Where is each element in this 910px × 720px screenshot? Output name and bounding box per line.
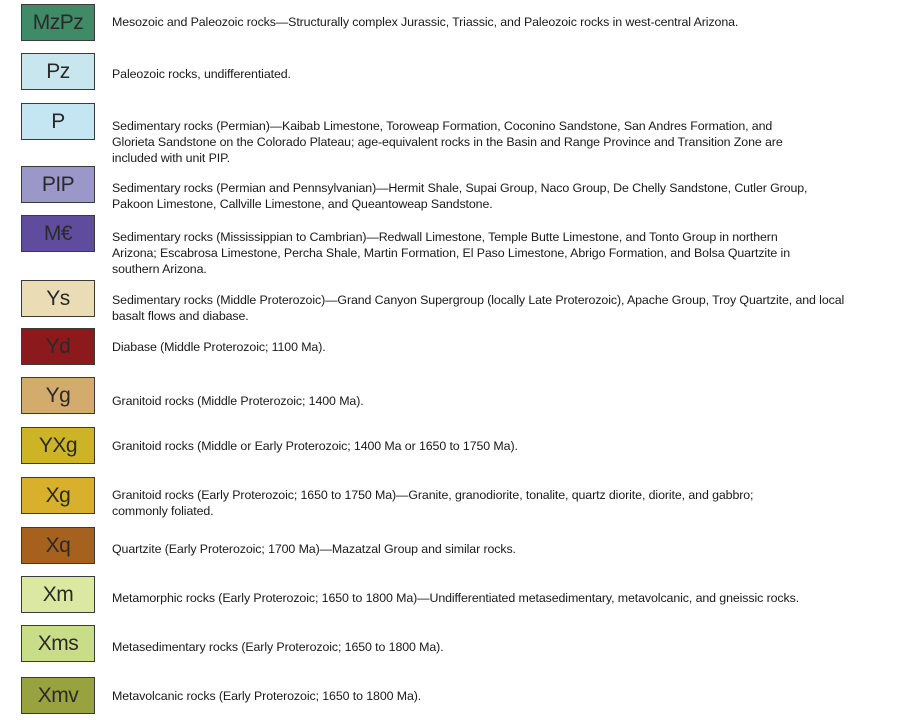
description-line: Sedimentary rocks (Permian and Pennsylvanian)—Hermit Shale, Supai Group, Naco Group, De Chelly Sandstone, Cutler Group, xyxy=(112,181,808,195)
description-line: Sedimentary rocks (Middle Proterozoic)—Grand Canyon Supergroup (locally Late Proterozoic), Apache Group, Troy Quartzite, and local xyxy=(112,293,845,307)
unit-swatch: Yg xyxy=(21,377,95,414)
unit-swatch: MzPz xyxy=(21,4,95,41)
unit-description xyxy=(112,590,799,606)
unit-description xyxy=(112,118,783,166)
unit-description xyxy=(112,688,421,704)
unit-swatch: PIP xyxy=(21,166,95,203)
description-line: Metavolcanic rocks (Early Proterozoic; 1650 to 1800 Ma). xyxy=(112,689,422,703)
unit-description xyxy=(112,229,790,277)
description-line: Glorieta Sandstone on the Colorado Plateau; age-equivalent rocks in the Basin and Range Province and Transition Zone are xyxy=(112,135,783,149)
unit-swatch: Xmv xyxy=(21,677,95,714)
description-line: Paleozoic rocks, undifferentiated. xyxy=(112,67,291,81)
description-line: Metamorphic rocks (Early Proterozoic; 1650 to 1800 Ma)—Undifferentiated metasedimentary, metavolcanic, and gneissic rocks. xyxy=(112,591,800,605)
description-line: Granitoid rocks (Early Proterozoic; 1650 to 1750 Ma)—Granite, granodiorite, tonalite, quartz diorite, diorite, and gabbro; xyxy=(112,488,754,502)
unit-swatch: Xq xyxy=(21,527,95,564)
description-line: southern Arizona. xyxy=(112,262,207,276)
description-line: Sedimentary rocks (Permian)—Kaibab Limestone, Toroweap Formation, Coconino Sandstone, San Andres Formation, and xyxy=(112,119,773,133)
description-line: Mesozoic and Paleozoic rocks—Structurally complex Jurassic, Triassic, and Paleozoic rocks in west-central Arizona. xyxy=(112,15,739,29)
unit-swatch: Xm xyxy=(21,576,95,613)
description-line: Pakoon Limestone, Callville Limestone, and Queantoweap Sandstone. xyxy=(112,197,493,211)
description-line: Quartzite (Early Proterozoic; 1700 Ma)—Mazatzal Group and similar rocks. xyxy=(112,542,516,556)
unit-description xyxy=(112,438,518,454)
description-line: Arizona; Escabrosa Limestone, Percha Shale, Martin Formation, El Paso Limestone, Abrigo Formation, and Bolsa Quartzite in xyxy=(112,246,790,260)
description-line: Diabase (Middle Proterozoic; 1100 Ma). xyxy=(112,340,326,354)
unit-swatch: YXg xyxy=(21,427,95,464)
unit-swatch: P xyxy=(21,103,95,140)
description-line: Granitoid rocks (Middle Proterozoic; 1400 Ma). xyxy=(112,394,364,408)
description-line: included with unit PIP. xyxy=(112,151,231,165)
unit-swatch: Xms xyxy=(21,625,95,662)
unit-description xyxy=(112,66,291,82)
unit-description xyxy=(112,487,753,519)
unit-description xyxy=(112,14,738,30)
unit-description xyxy=(112,180,807,212)
unit-description xyxy=(112,541,516,557)
unit-description xyxy=(112,292,844,324)
unit-description xyxy=(112,393,364,409)
unit-swatch: M€ xyxy=(21,215,95,252)
unit-swatch: Ys xyxy=(21,280,95,317)
unit-description xyxy=(112,339,326,355)
unit-description xyxy=(112,639,444,655)
description-line: commonly foliated. xyxy=(112,504,214,518)
description-line: basalt flows and diabase. xyxy=(112,309,249,323)
description-line: Sedimentary rocks (Mississippian to Cambrian)—Redwall Limestone, Temple Butte Limestone, and Tonto Group in northern xyxy=(112,230,778,244)
unit-swatch: Xg xyxy=(21,477,95,514)
unit-swatch: Yd xyxy=(21,328,95,365)
description-line: Granitoid rocks (Middle or Early Proterozoic; 1400 Ma or 1650 to 1750 Ma). xyxy=(112,439,518,453)
description-line: Metasedimentary rocks (Early Proterozoic; 1650 to 1800 Ma). xyxy=(112,640,444,654)
unit-swatch: Pz xyxy=(21,53,95,90)
